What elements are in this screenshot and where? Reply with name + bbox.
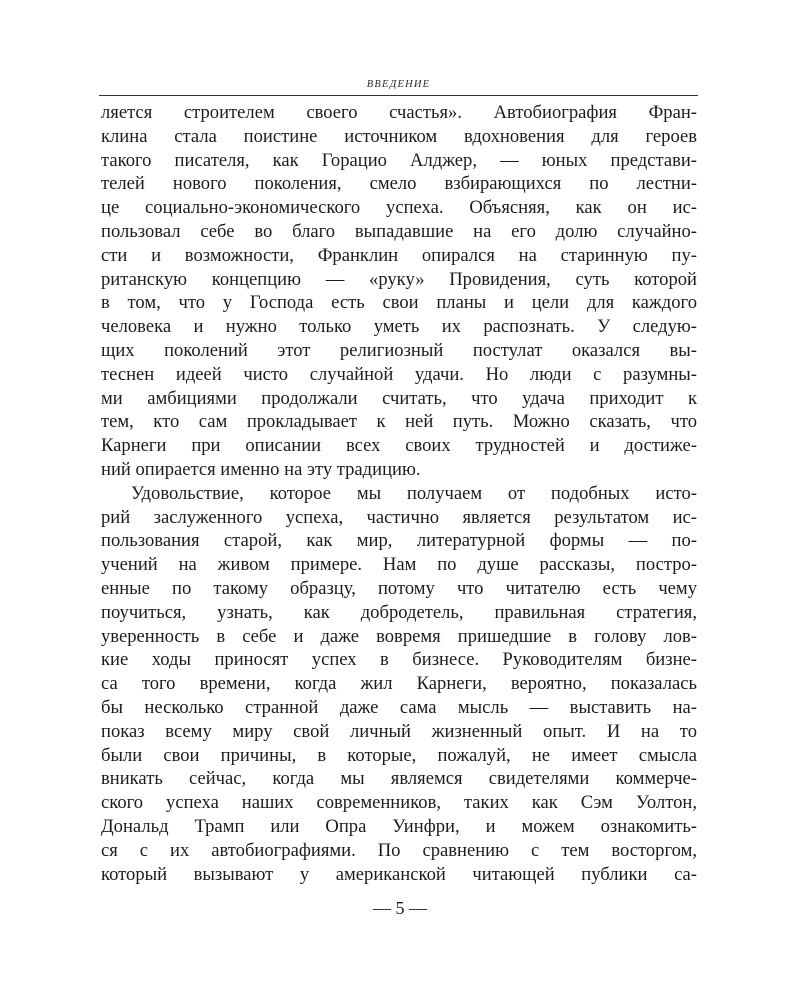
text-line: енные по такому образцу, потому что читателю есть чему <box>101 577 697 599</box>
running-head: ВВЕДЕНИЕ <box>366 79 431 90</box>
paragraph-end-line: ний опирается именно на эту традицию. <box>101 458 421 480</box>
text-line: Дональд Трамп или Опра Уинфри, и можем ознакомить- <box>101 815 697 837</box>
text-line: ми амбициями продолжали считать, что удача приходит к <box>101 387 697 409</box>
text-line: рий заслуженного успеха, частично является результатом ис- <box>101 506 697 528</box>
text-line: в том, что у Господа есть свои планы и цели для каждого <box>101 292 697 314</box>
text-line: кие ходы приносят успех в бизнесе. Руководителям бизне- <box>101 649 697 671</box>
text-line: поучиться, узнать, как добродетель, правильная стратегия, <box>101 601 697 623</box>
text-line: ся с их автобиографиями. По сравнению с тем восторгом, <box>101 839 697 861</box>
text-line: уверенность в себе и даже вовремя пришедшие в голову лов- <box>101 625 697 647</box>
text-line: ского успеха наших современников, таких как Сэм Уолтон, <box>101 792 697 814</box>
text-line: ляется строителем своего счастья». Автобиография Фран- <box>101 102 697 123</box>
text-line: показ всему миру свой личный жизненный опыт. И на то <box>101 720 697 742</box>
text-line: вникать сейчас, когда мы являемся свидетелями коммерче- <box>101 768 697 790</box>
text-line: це социально-экономического успеха. Объясняя, как он ис- <box>101 197 697 219</box>
text-line: Карнеги при описании всех своих трудностей и достиже- <box>101 435 697 457</box>
text-line: человека и нужно только уметь их распознать. У следую- <box>101 316 697 338</box>
text-line: такого писателя, как Горацио Алджер, — юных представи- <box>101 149 697 171</box>
text-line: ританскую концепцию — «руку» Провидения, суть которой <box>101 268 697 290</box>
text-line: бы несколько странной даже сама мысль — выставить на- <box>101 696 697 718</box>
text-line: тем, кто сам прокладывает к ней путь. Можно сказать, что <box>101 411 697 433</box>
text-line: пользовал себе во благо выпадавшие на его долю случайно- <box>101 220 697 242</box>
text-line: теснен идеей чисто случайной удачи. Но люди с разумны- <box>101 363 697 385</box>
text-line: учений на живом примере. Нам по душе рассказы, постро- <box>101 554 697 576</box>
text-line: пользования старой, как мир, литературной формы — по- <box>101 530 697 552</box>
paragraph-first-line: Удовольствие, которое мы получаем от подобных исто- <box>131 482 697 504</box>
text-line: были свои причины, в которые, пожалуй, не имеет смысла <box>101 744 697 766</box>
text-line: телей нового поколения, смело взбирающихся по лестни- <box>101 173 697 195</box>
header-rule <box>99 95 698 96</box>
text-line: который вызывают у американской читающей публики са- <box>101 863 697 885</box>
text-line: са того времени, когда жил Карнеги, вероятно, показалась <box>101 673 697 695</box>
body-text <box>101 101 697 886</box>
text-line: клина стала поистине источником вдохновения для героев <box>101 125 697 147</box>
text-line: сти и возможности, Франклин опирался на старинную пу- <box>101 244 697 266</box>
text-line: щих поколений этот религиозный постулат оказался вы- <box>101 339 697 361</box>
page-number: — 5 — <box>373 898 427 918</box>
